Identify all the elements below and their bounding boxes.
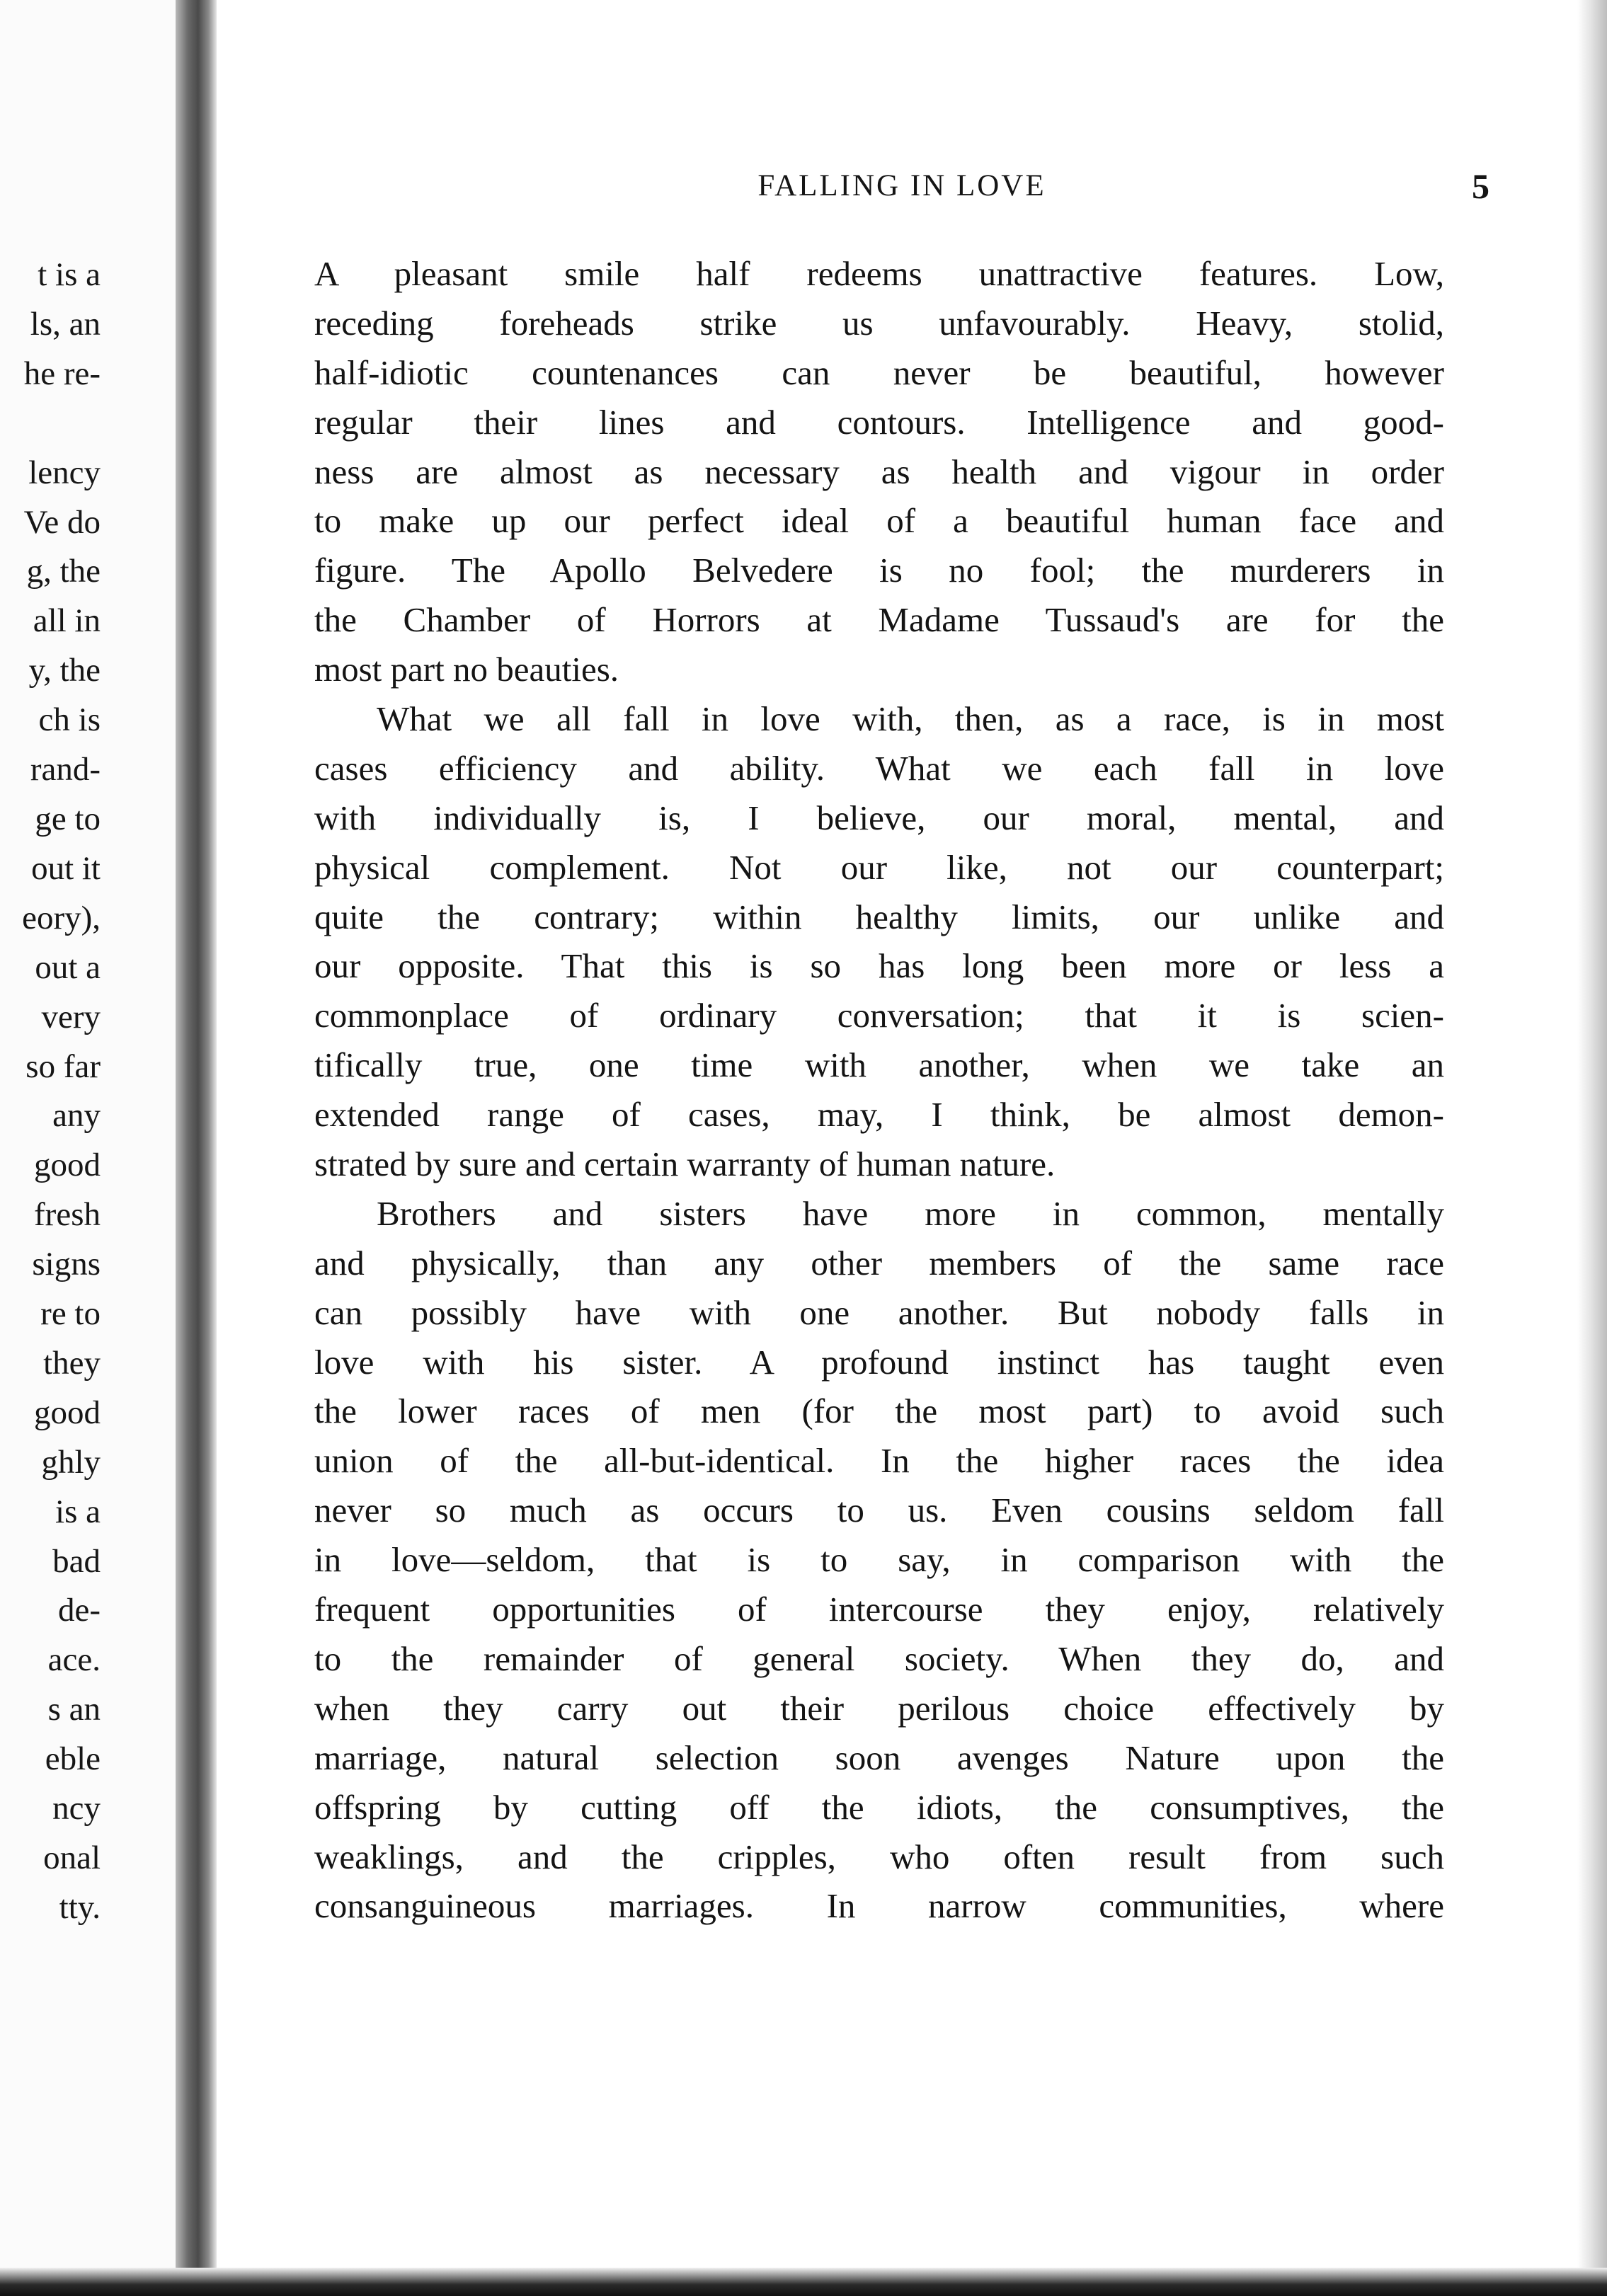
left-line: [22, 399, 101, 449]
running-title: FALLING IN LOVE: [757, 169, 1046, 202]
text-line: Brothers and sisters have more in common, mentally: [377, 1193, 1444, 1233]
body-text: [314, 249, 1444, 1931]
text-line: marriage, natural selection soon avenges Nature upon the: [314, 1738, 1444, 1777]
left-line: ncy: [52, 1790, 101, 1827]
text-line: half-idiotic countenances can never be beautiful, however: [314, 352, 1444, 392]
left-line: eble: [45, 1740, 101, 1778]
text-line: quite the contrary; within healthy limits, our unlike and: [314, 897, 1444, 936]
text-line: A pleasant smile half redeems unattractive features. Low,: [314, 254, 1444, 293]
left-line: they: [43, 1344, 101, 1382]
left-line: is a: [55, 1493, 101, 1530]
left-line: out it: [31, 849, 101, 887]
text-line: weaklings, and the cripples, who often result from such: [314, 1837, 1444, 1876]
text-line: commonplace of ordinary conversation; that it is scien-: [314, 996, 1444, 1035]
text-line: regular their lines and contours. Intelligence and good-: [314, 402, 1444, 442]
left-line: bad: [52, 1542, 101, 1580]
left-line: he re-: [23, 355, 101, 392]
text-line: with individually is, I believe, our moral, mental, and: [314, 798, 1444, 837]
left-line: good: [34, 1394, 101, 1431]
text-line: to the remainder of general society. When they do, and: [314, 1638, 1444, 1678]
text-line: What we all fall in love with, then, as a race, is in most: [377, 699, 1444, 739]
left-line: ace.: [47, 1641, 101, 1679]
text-line: tifically true, one time with another, when we take an: [314, 1045, 1444, 1085]
text-line: extended range of cases, may, I think, be almost demon-: [314, 1095, 1444, 1135]
text-line: can possibly have with one another. But nobody falls in: [314, 1292, 1444, 1332]
text-line: frequent opportunities of intercourse they enjoy, relatively: [314, 1590, 1444, 1629]
left-line: any: [52, 1097, 101, 1135]
text-line: union of the all-but-identical. In the higher races the idea: [314, 1441, 1444, 1481]
left-line: s an: [47, 1691, 101, 1728]
text-line: most part no beauties.: [314, 650, 619, 689]
page-edge-shadow: [1577, 0, 1607, 2296]
text-line: the lower races of men (for the most part) to avoid such: [314, 1391, 1444, 1431]
left-line: Ve do: [23, 503, 101, 541]
left-line: so far: [25, 1047, 101, 1085]
left-line: y, the: [28, 652, 101, 689]
left-page-text: [22, 251, 101, 1933]
text-line: and physically, than any other members of the same race: [314, 1243, 1444, 1282]
page-number: 5: [1472, 166, 1489, 206]
left-line: tty.: [59, 1888, 101, 1926]
text-line: physical complement. Not our like, not our counterpart;: [314, 847, 1444, 887]
text-line: receding foreheads strike us unfavourably. Heavy, stolid,: [314, 303, 1444, 343]
bottom-edge-shadow: [0, 2268, 1607, 2296]
left-line: very: [41, 998, 101, 1035]
text-line: love with his sister. A profound instinct has taught even: [314, 1342, 1444, 1382]
left-line: fresh: [34, 1196, 101, 1234]
left-line: out a: [35, 948, 101, 986]
text-line: consanguineous marriages. In narrow communities, where: [314, 1886, 1444, 1926]
left-line: t is a: [38, 256, 101, 293]
left-line: g, the: [26, 553, 101, 590]
binding-gutter: [176, 0, 217, 2296]
text-line: cases efficiency and ability. What we each fall in love: [314, 748, 1444, 788]
text-line: to make up our perfect ideal of a beautiful human face and: [314, 501, 1444, 541]
left-line: eory),: [22, 899, 101, 936]
text-line: when they carry out their perilous choice effectively by: [314, 1688, 1444, 1728]
text-line: offspring by cutting off the idiots, the consumptives, the: [314, 1787, 1444, 1827]
left-line: ch is: [38, 701, 101, 739]
text-line: the Chamber of Horrors at Madame Tussaud's are for the: [314, 600, 1444, 640]
text-line: ness are almost as necessary as health and vigour in order: [314, 452, 1444, 491]
left-line: ghly: [41, 1443, 101, 1481]
right-page: [217, 0, 1607, 2296]
left-line: de-: [57, 1592, 101, 1629]
left-line: ge to: [35, 800, 101, 837]
left-line: signs: [32, 1246, 101, 1283]
left-line: re to: [40, 1295, 101, 1333]
text-line: our opposite. That this is so has long been more or less a: [314, 946, 1444, 986]
running-head: [314, 168, 1489, 218]
left-line: rand-: [30, 751, 101, 788]
left-line: lency: [28, 454, 101, 491]
text-line: in love—seldom, that is to say, in comparison with the: [314, 1540, 1444, 1580]
left-line: onal: [43, 1839, 101, 1876]
text-line: strated by sure and certain warranty of human nature.: [314, 1144, 1056, 1184]
text-line: figure. The Apollo Belvedere is no fool; the murderers in: [314, 551, 1444, 590]
text-line: never so much as occurs to us. Even cousins seldom fall: [314, 1491, 1444, 1530]
left-line: ls, an: [30, 305, 101, 343]
left-line: good: [34, 1147, 101, 1184]
left-line: all in: [33, 602, 101, 640]
